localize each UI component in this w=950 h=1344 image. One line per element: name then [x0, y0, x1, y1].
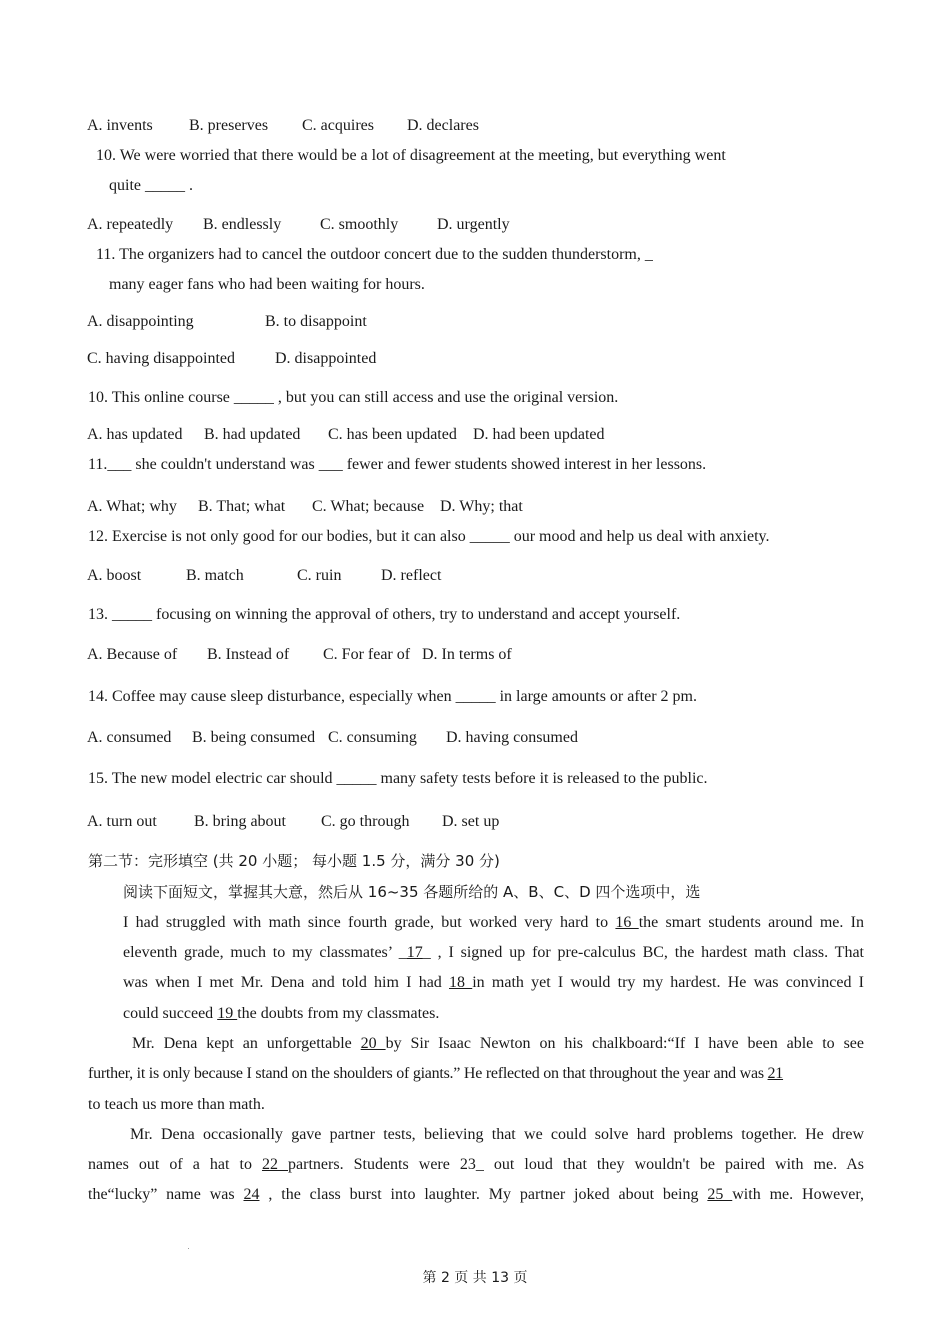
option-c: C. What; because [312, 498, 425, 515]
option-a: A. consumed [87, 729, 172, 746]
option-d: D. set up [442, 813, 500, 830]
option-b: B. being consumed [192, 729, 316, 746]
option-a: A. What; why [87, 498, 177, 515]
passage-text: further, it is only because I stand on the shoulders of giants.” He reflected on that throughout the year and was [88, 1065, 768, 1082]
passage-line [123, 943, 864, 963]
option-d: D. Why; that [440, 498, 523, 515]
passage-line [123, 1004, 439, 1024]
blank-21: 21 [767, 1065, 784, 1082]
passage-text: eleventh grade, much to my classmates’ _ [123, 944, 407, 961]
passage-line: to teach us more than math. [88, 1096, 265, 1113]
section-instruction: 阅读下面短文，掌握其大意，然后从 16~35 各题所给的 A、B、C、D 四个选项中，选 [123, 883, 701, 901]
option-d: D. urgently [437, 216, 510, 233]
passage-text: the“lucky” name was [88, 1186, 244, 1203]
passage-line [132, 1034, 864, 1054]
passage-text: Mr. Dena kept an unforgettable [132, 1035, 361, 1052]
option-a: A. has updated [87, 426, 183, 443]
passage-text: the doubts from my classmates. [237, 1005, 440, 1022]
option-d: D. disappointed [275, 350, 377, 367]
option-a: A. repeatedly [87, 216, 174, 233]
option-a: A. disappointing [87, 313, 194, 330]
q15-options [87, 812, 499, 832]
q10a-options [87, 215, 510, 235]
option-b: B. endlessly [203, 216, 282, 233]
question-stem: 14. Coffee may cause sleep disturbance, especially when _____ in large amounts or after 2 pm. [88, 688, 697, 705]
passage-line [88, 1064, 864, 1084]
option-c: C. For fear of [323, 646, 411, 663]
q10b-options [87, 425, 605, 445]
q11a-options-row1 [87, 312, 367, 332]
blank-24: 24 [243, 1186, 260, 1203]
option-b: B. preserves [189, 117, 269, 134]
question-stem: 11. The organizers had to cancel the outdoor concert due to the sudden thunderstorm, _ [96, 246, 653, 263]
passage-text: partners. Students were 23_ out loud that they wouldn't be paired with me. As [288, 1156, 864, 1173]
passage-text: in math yet I would try my hardest. He was convinced I [472, 974, 864, 991]
q11a-options-row2 [87, 349, 376, 369]
passage-text: was when I met Mr. Dena and told him I had [123, 974, 450, 991]
passage-line [123, 913, 864, 933]
option-a: A. Because of [87, 646, 178, 663]
q9-options [87, 116, 479, 136]
option-b: B. That; what [198, 498, 286, 515]
option-c: C. has been updated [328, 426, 457, 443]
option-c: C. go through [321, 813, 410, 830]
option-b: B. match [186, 567, 244, 584]
option-c: C. acquires [302, 117, 374, 134]
question-stem: 12. Exercise is not only good for our bodies, but it can also _____ our mood and help us deal with anxiety. [88, 528, 770, 545]
blank-25: 25 [707, 1186, 733, 1203]
passage-text: _ , I signed up for pre-calculus BC, the hardest math class. That [422, 944, 864, 961]
passage-text: with me. However, [732, 1186, 865, 1203]
blank-22: 22 [261, 1156, 289, 1173]
blank-20: 20 [360, 1035, 386, 1052]
option-c: C. ruin [297, 567, 342, 584]
option-d: D. had been updated [473, 426, 605, 443]
page-footer: 第 2 页 共 13 页 [422, 1270, 528, 1286]
passage-text: names out of a hat to [88, 1156, 262, 1173]
option-a: A. turn out [87, 813, 157, 830]
option-b: B. bring about [194, 813, 286, 830]
question-stem-continued: quite _____ . [109, 177, 193, 194]
blank-16: 16 [615, 914, 639, 931]
option-a: A. boost [87, 567, 142, 584]
option-b: B. had updated [204, 426, 301, 443]
blank-18: 18 [449, 974, 473, 991]
question-stem: 10. We were worried that there would be a lot of disagreement at the meeting, but everything went [96, 147, 726, 164]
question-stem: 10. This online course _____ , but you can still access and use the original version. [88, 389, 619, 406]
option-a: A. invents [87, 117, 153, 134]
option-d: D. having consumed [446, 729, 578, 746]
passage-line [88, 1185, 864, 1205]
q13-options [87, 645, 512, 665]
passage-line [88, 1155, 864, 1175]
blank-19: 19 [217, 1005, 238, 1022]
question-stem: 13. _____ focusing on winning the approval of others, try to understand and accept yourself. [88, 606, 681, 623]
option-c: C. consuming [328, 729, 417, 746]
passage-text: by Sir Isaac Newton on his chalkboard:“If I have been able to see [385, 1035, 864, 1052]
q12-options [87, 566, 441, 586]
passage-line [123, 973, 864, 993]
option-b: B. Instead of [207, 646, 290, 663]
blank-17: 17 [406, 944, 423, 961]
section-heading: 第二节：完形填空 (共 20 小题； 每小题 1.5 分，满分 30 分) [88, 852, 500, 870]
option-d: D. declares [407, 117, 479, 134]
q11b-options [87, 497, 523, 517]
passage-text: , the class burst into laughter. My partner joked about being [259, 1186, 708, 1203]
passage-text: I had struggled with math since fourth grade, but worked very hard to [123, 914, 616, 931]
passage-text: the smart students around me. In [638, 914, 865, 931]
option-c: C. having disappointed [87, 350, 235, 367]
stray-mark [188, 1248, 189, 1249]
question-stem: 15. The new model electric car should _____ many safety tests before it is released to the public. [88, 770, 708, 787]
question-stem-continued: many eager fans who had been waiting for hours. [109, 276, 425, 293]
option-b: B. to disappoint [265, 313, 367, 330]
option-c: C. smoothly [320, 216, 399, 233]
passage-line: Mr. Dena occasionally gave partner tests, believing that we could solve hard problems together. He drew [130, 1126, 864, 1143]
question-stem: 11.___ she couldn't understand was ___ fewer and fewer students showed interest in her lessons. [88, 456, 707, 473]
option-d: D. reflect [381, 567, 442, 584]
option-d: D. In terms of [422, 646, 512, 663]
q14-options [87, 728, 578, 748]
passage-text: could succeed [123, 1005, 218, 1022]
